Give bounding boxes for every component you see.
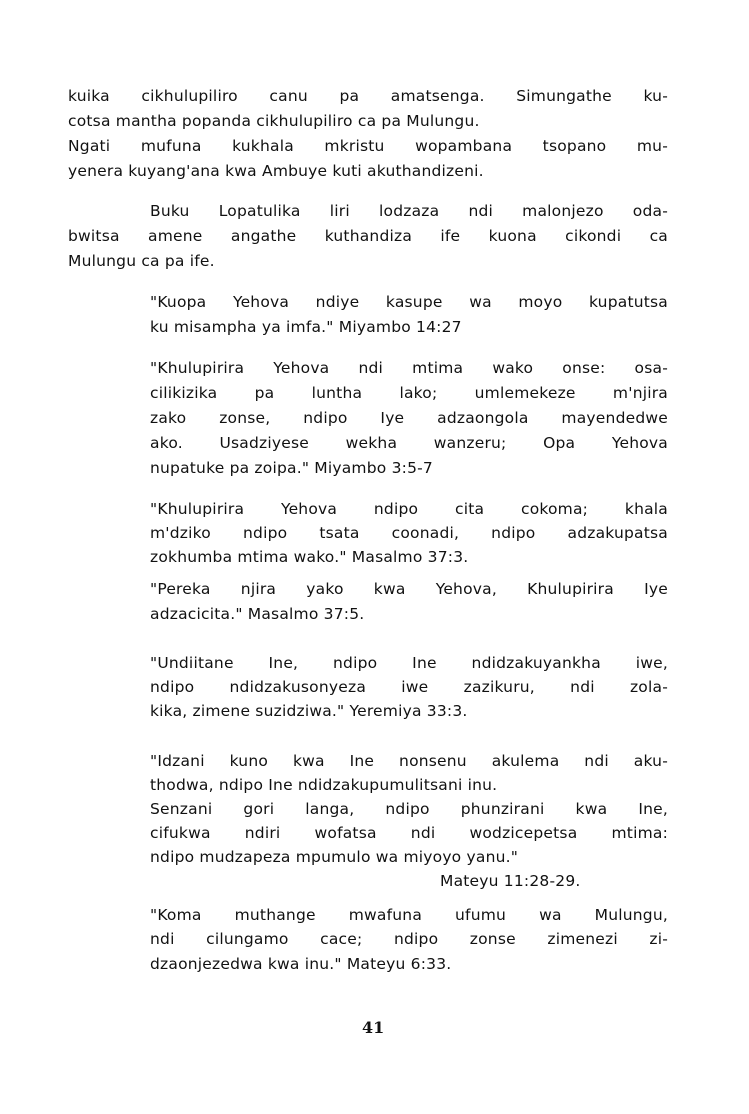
- text-line: cifukwa ndiri wofatsa ndi wodzicepetsa mtima:: [150, 824, 668, 842]
- text-line: Senzani gori langa, ndipo phunzirani kwa Ine,: [150, 800, 668, 818]
- text-line: dzaonjezedwa kwa inu." Mateyu 6:33.: [150, 955, 452, 973]
- text-line: ako. Usadziyese wekha wanzeru; Opa Yehova: [150, 434, 668, 452]
- text-line: kuika cikhulupiliro canu pa amatsenga. Simungathe ku-: [68, 87, 668, 105]
- text-line: m'dziko ndipo tsata coonadi, ndipo adzakupatsa: [150, 524, 668, 542]
- text-line: ndipo mudzapeza mpumulo wa miyoyo yanu.": [150, 848, 519, 866]
- text-line: "Kuopa Yehova ndiye kasupe wa moyo kupatutsa: [150, 293, 668, 311]
- text-line: nupatuke pa zoipa." Miyambo 3:5-7: [150, 459, 433, 477]
- text-line: Buku Lopatulika liri lodzaza ndi malonjezo oda-: [150, 202, 668, 220]
- text-line: yenera kuyang'ana kwa Ambuye kuti akuthandizeni.: [68, 162, 484, 180]
- text-line: adzacicita." Masalmo 37:5.: [150, 605, 365, 623]
- text-line: "Pereka njira yako kwa Yehova, Khulupirira Iye: [150, 580, 668, 598]
- text-line: Mulungu ca pa ife.: [68, 252, 215, 270]
- text-line: thodwa, ndipo Ine ndidzakupumulitsani inu.: [150, 776, 498, 794]
- text-line: "Idzani kuno kwa Ine nonsenu akulema ndi aku-: [150, 752, 668, 770]
- text-line: ndipo ndidzakusonyeza iwe zazikuru, ndi zola-: [150, 678, 668, 696]
- text-line: "Khulupirira Yehova ndipo cita cokoma; khala: [150, 500, 668, 518]
- text-line: ndi cilungamo cace; ndipo zonse zimenezi zi-: [150, 930, 668, 948]
- text-line: ku misampha ya imfa." Miyambo 14:27: [150, 318, 462, 336]
- text-line: cotsa mantha popanda cikhulupiliro ca pa Mulungu.: [68, 112, 480, 130]
- text-line: zokhumba mtima wako." Masalmo 37:3.: [150, 548, 469, 566]
- text-line: Ngati mufuna kukhala mkristu wopambana tsopano mu-: [68, 137, 668, 155]
- text-line: bwitsa amene angathe kuthandiza ife kuona cikondi ca: [68, 227, 668, 245]
- page-number: 41: [362, 1018, 385, 1037]
- text-line: kika, zimene suzidziwa." Yeremiya 33:3.: [150, 702, 468, 720]
- text-line: "Koma muthange mwafuna ufumu wa Mulungu,: [150, 906, 668, 924]
- scripture-reference: Mateyu 11:28-29.: [440, 872, 581, 890]
- text-line: "Khulupirira Yehova ndi mtima wako onse: osa-: [150, 359, 668, 377]
- text-line: "Undiitane Ine, ndipo Ine ndidzakuyankha iwe,: [150, 654, 668, 672]
- text-line: zako zonse, ndipo Iye adzaongola mayendedwe: [150, 409, 668, 427]
- text-line: cilikizika pa luntha lako; umlemekeze m'njira: [150, 384, 668, 402]
